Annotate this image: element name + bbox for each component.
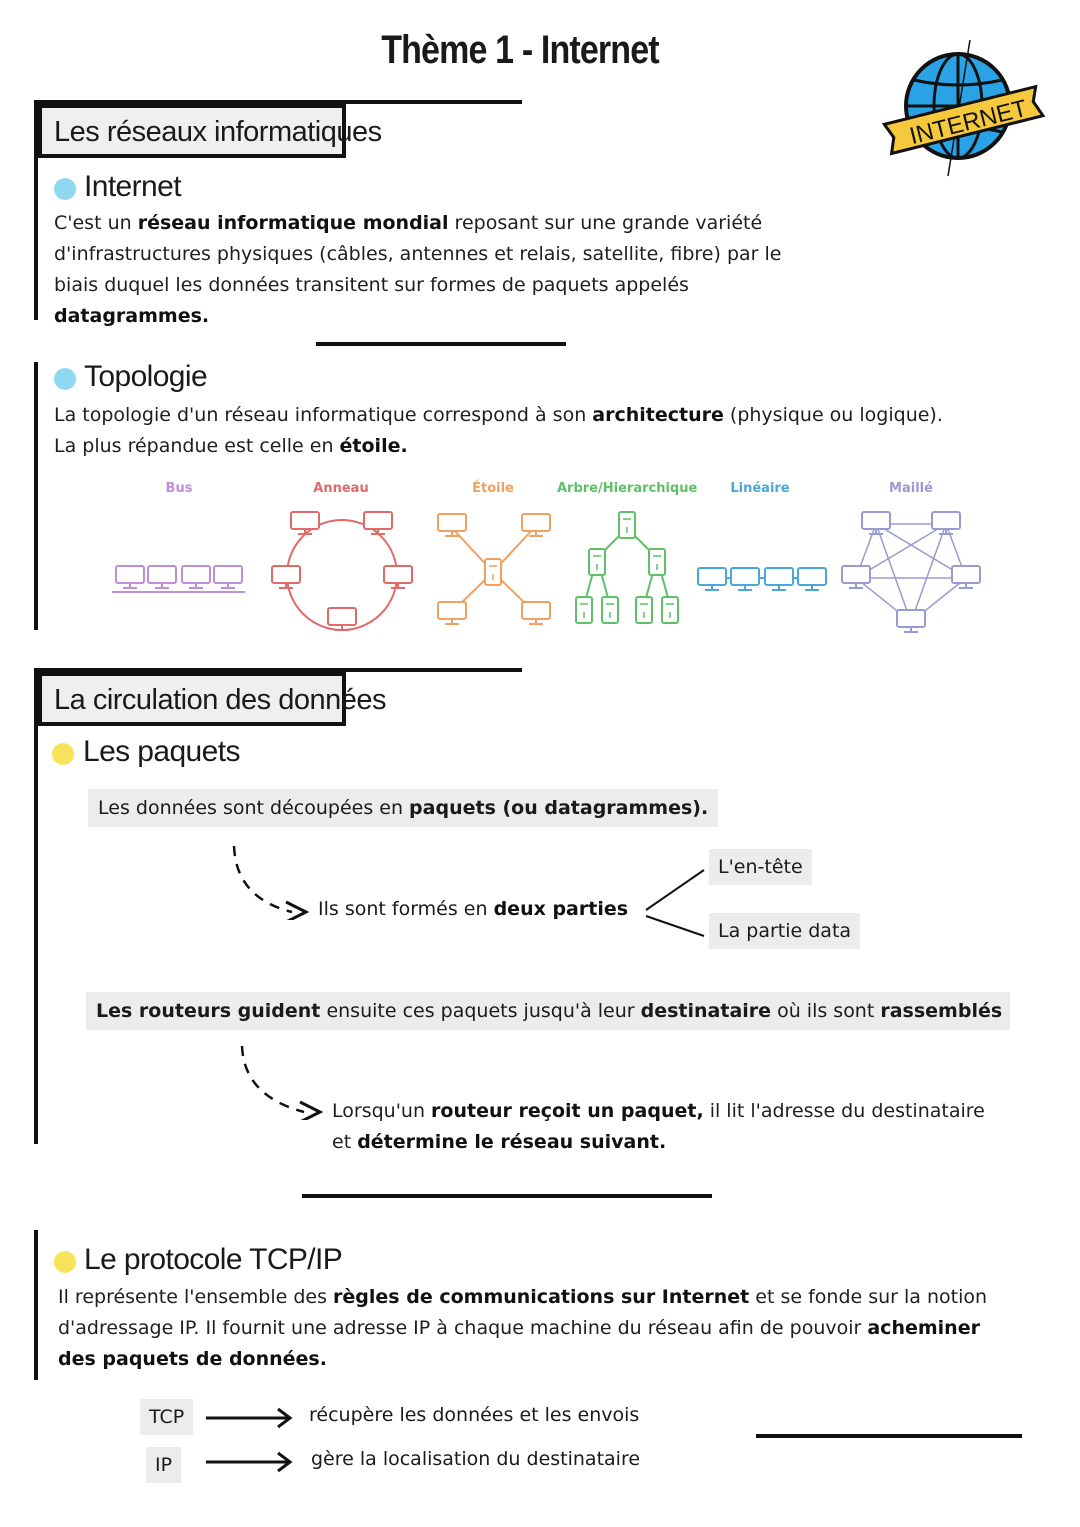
section-heading-reseaux: Les réseaux informatiques [38,104,346,158]
bullet-dot [54,178,76,200]
routers-statement: Les routeurs guident ensuite ces paquets jusqu'à leur destinataire où ils sont rassemblés [86,992,1010,1030]
ip-term: IP [146,1447,181,1483]
paquets-statement: Les données sont découpées en paquets (ou datagrammes). [88,789,718,827]
topology-label-anneau: Anneau [313,481,369,496]
dashed-arrow-icon [232,1040,332,1120]
topology-label-arbre: Arbre/Hierarchique [557,481,698,496]
tcpip-paragraph: Il représente l'ensemble des règles de communications sur Internet et se fonde sur la notion d'adressage IP. Il fournit une adresse IP à chaque machine du réseau afin de pouvoir acheminer des paquets de données. [58,1286,988,1370]
subheading-topologie: Topologie [84,360,208,393]
tcp-description: récupère les données et les envois [309,1404,640,1426]
section-heading-circulation: La circulation des données [38,672,346,726]
bullet-dot [52,743,74,765]
arrow-right-icon [204,1450,296,1474]
ip-description: gère la localisation du destinataire [311,1448,641,1470]
logo-text: INTERNET [906,94,1030,151]
topology-star-diagram [438,514,550,624]
formed-text: Ils sont formés en deux parties [318,898,629,920]
arrow-right-icon [204,1406,296,1430]
subheading-internet: Internet [84,170,181,203]
part-data-box: La partie data [709,913,860,949]
internet-line-2: d'infrastructures physiques (câbles, antennes et relais, satellite, fibre) par le [54,243,782,265]
internet-line-4: datagrammes. [54,305,210,327]
branch-lines [640,860,710,940]
internet-line-3: biais duquel les données transitent sur formes de paquets appelés [54,274,689,296]
internet-paragraph [54,208,874,332]
topology-label-bus: Bus [165,481,193,496]
topology-label-maille: Maillé [889,481,933,496]
dashed-arrow-icon [222,840,322,920]
topology-mesh-diagram [842,512,980,632]
topology-bus-diagram [112,566,245,592]
bullet-dot [54,1251,76,1273]
topology-tree-diagram [576,512,678,623]
router-detail: Lorsqu'un routeur reçoit un paquet, il lit l'adresse du destinataire et détermine le réseau suivant. [332,1100,985,1153]
topology-label-etoile: Étoile [472,481,514,496]
internet-globe-logo [878,36,1048,186]
topology-ring-diagram [272,512,412,630]
topology-diagrams [100,500,1000,645]
part-header-box: L'en-tête [709,849,812,885]
topologie-paragraph: La topologie d'un réseau informatique correspond à son architecture (physique ou logique). La plus répandue est celle en étoile. [54,404,943,457]
page-title: Thème 1 - Internet [381,28,659,72]
internet-line-1: C'est un réseau informatique mondial reposant sur une grande variété [54,212,763,234]
subheading-paquets: Les paquets [83,735,240,768]
tcp-term: TCP [140,1399,193,1435]
bullet-dot [54,368,76,390]
topology-label-lineaire: Linéaire [730,481,790,496]
topology-linear-diagram [698,568,826,590]
subheading-tcpip: Le protocole TCP/IP [84,1243,343,1276]
